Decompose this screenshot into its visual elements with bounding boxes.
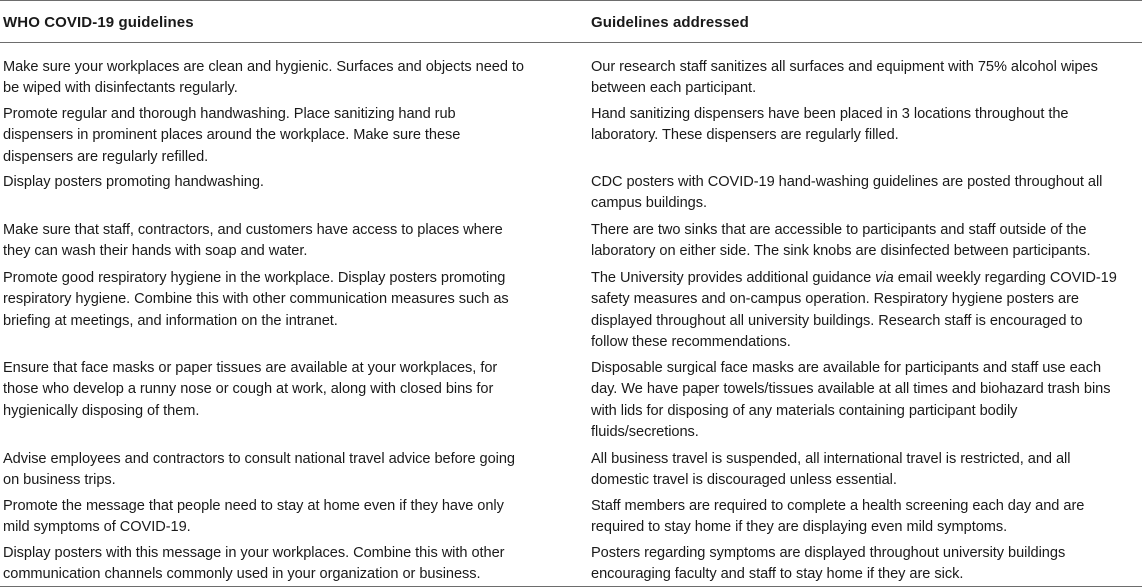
text-line: Disposable surgical face masks are available for participants and staff use each — [591, 360, 1102, 376]
table-row-6-who — [3, 358, 578, 422]
text-line: Ensure that face masks or paper tissues are available at your workplaces, for — [3, 360, 498, 376]
table-row-3-addressed — [591, 172, 1139, 215]
text-run: The University provides additional guidance — [591, 270, 876, 286]
text-line: Posters regarding symptoms are displayed throughout university buildings — [591, 545, 1066, 561]
text-line: safety measures and on-campus operation. Respiratory hygiene posters are — [591, 291, 1079, 308]
table-row-9-addressed — [591, 543, 1139, 586]
text-line: mild symptoms of COVID-19. — [3, 519, 191, 536]
table-row-3-who — [3, 172, 578, 193]
text-line: All business travel is suspended, all international travel is restricted, and all — [591, 451, 1071, 467]
text-line: domestic travel is discouraged unless essential. — [591, 472, 897, 489]
text-line: There are two sinks that are accessible to participants and staff outside of the — [591, 222, 1087, 238]
text-line: Staff members are required to complete a health screening each day and are — [591, 498, 1085, 514]
text-line: be wiped with disinfectants regularly. — [3, 80, 238, 97]
table-row-8-who — [3, 496, 578, 539]
table-row-4-addressed — [591, 220, 1139, 263]
text-run: email weekly regarding COVID-19 — [893, 270, 1117, 286]
text-line: communication channels commonly used in your organization or business. — [3, 566, 481, 583]
text-line: Advise employees and contractors to consult national travel advice before going — [3, 451, 515, 467]
text-line: dispensers in prominent places around the workplace. Make sure these — [3, 127, 461, 144]
italic-text-run: via — [875, 270, 894, 286]
table-row-5-addressed — [591, 268, 1139, 353]
text-line: Hand sanitizing dispensers have been placed in 3 locations throughout the — [591, 106, 1069, 122]
text-line: Make sure your workplaces are clean and hygienic. Surfaces and objects need to — [3, 59, 524, 75]
table-header-rule — [0, 42, 1142, 43]
text-line: day. We have paper towels/tissues available at all times and biohazard trash bins — [591, 381, 1111, 398]
table-top-rule — [0, 0, 1142, 1]
text-line: Make sure that staff, contractors, and customers have access to places where — [3, 222, 503, 238]
text-line: those who develop a runny nose or cough at work, along with closed bins for — [3, 381, 494, 398]
text-line: Promote the message that people need to stay at home even if they have only — [3, 498, 504, 514]
text-line: fluids/secretions. — [591, 423, 699, 440]
table-row-2-who — [3, 104, 578, 168]
text-line: Display posters with this message in your workplaces. Combine this with other — [3, 545, 505, 561]
text-line: Promote regular and thorough handwashing. Place sanitizing hand rub — [3, 106, 456, 122]
table-row-1-who — [3, 57, 578, 100]
text-line: dispensers are regularly refilled. — [3, 148, 209, 165]
table-row-4-who — [3, 220, 578, 263]
table-row-6-addressed — [591, 358, 1139, 443]
text-line: Our research staff sanitizes all surfaces and equipment with 75% alcohol wipes — [591, 59, 1098, 75]
text-line: CDC posters with COVID-19 hand-washing guidelines are posted throughout all — [591, 174, 1103, 190]
header-guidelines-addressed: Guidelines addressed — [591, 14, 749, 31]
text-line: required to stay home if they are displaying even mild symptoms. — [591, 519, 1008, 536]
text-line — [591, 268, 1139, 289]
text-line: briefing at meetings, and information on the intranet. — [3, 312, 338, 329]
text-line: between each participant. — [591, 80, 757, 97]
table-row-8-addressed — [591, 496, 1139, 539]
text-line: they can wash their hands with soap and water. — [3, 243, 308, 260]
table-row-2-addressed — [591, 104, 1139, 147]
table-row-5-who — [3, 268, 578, 332]
text-line: follow these recommendations. — [591, 333, 791, 350]
text-line: laboratory. These dispensers are regularly filled. — [591, 127, 899, 144]
text-line: encouraging faculty and staff to stay home if they are sick. — [591, 566, 964, 583]
text-line: hygienically disposing of them. — [3, 402, 200, 419]
text-line: displayed throughout all university buildings. Research staff is encouraged to — [591, 312, 1083, 329]
header-who-guidelines: WHO COVID-19 guidelines — [3, 14, 194, 31]
table-row-7-addressed — [591, 449, 1139, 492]
table-row-9-who — [3, 543, 578, 586]
text-line: with lids for disposing of any materials containing participant bodily — [591, 402, 1018, 419]
text-line: respiratory hygiene. Combine this with other communication measures such as — [3, 291, 509, 308]
text-line: on business trips. — [3, 472, 116, 489]
text-line: laboratory on either side. The sink knobs are disinfected between participants. — [591, 243, 1091, 260]
text-line: campus buildings. — [591, 195, 707, 212]
table-row-7-who — [3, 449, 578, 492]
text-line: Promote good respiratory hygiene in the workplace. Display posters promoting — [3, 270, 506, 286]
table-row-1-addressed — [591, 57, 1139, 100]
text-line: Display posters promoting handwashing. — [3, 174, 264, 190]
